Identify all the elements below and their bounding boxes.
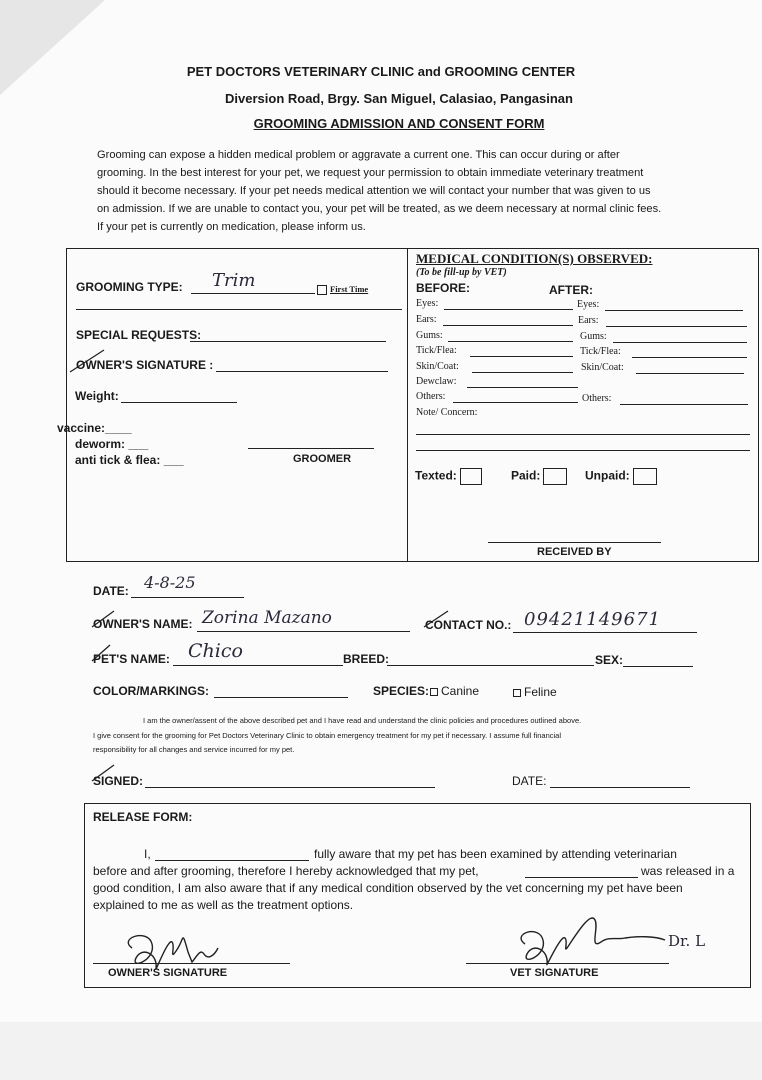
signed-label: SIGNED: xyxy=(93,774,144,788)
signed-line[interactable] xyxy=(145,787,435,788)
grooming-notes-line xyxy=(76,309,402,310)
pet-name-value[interactable]: Chico xyxy=(188,640,243,662)
contact-line xyxy=(513,632,697,633)
date-label: DATE: xyxy=(93,584,129,598)
checkbox-icon[interactable] xyxy=(317,285,327,295)
grooming-type-label: GROOMING TYPE: xyxy=(76,280,183,294)
owner-signature-line[interactable] xyxy=(216,371,388,372)
after-eyes-label: Eyes: xyxy=(577,299,600,310)
intro-line: If your pet is currently on medication, please inform us. xyxy=(97,221,366,233)
form-title: GROOMING ADMISSION AND CONSENT FORM xyxy=(253,116,545,131)
check-mark-icon xyxy=(68,346,108,376)
vet-signature-drawing xyxy=(505,910,675,974)
contact-label: CONTACT NO.: xyxy=(425,618,512,632)
date-line xyxy=(131,597,244,598)
first-time-checkbox[interactable] xyxy=(317,284,368,295)
release-line3: good condition, I am also aware that if any medical condition observed by the vet concerning my pet have been xyxy=(93,881,683,895)
release-name-line[interactable] xyxy=(155,860,309,861)
intro-line: should it become necessary. If your pet needs medical attention we will contact your number that was given to us xyxy=(97,185,651,197)
medical-subtitle: (To be fill-up by VET) xyxy=(416,267,507,278)
check-mark-icon xyxy=(90,642,112,664)
clinic-name: PET DOCTORS VETERINARY CLINIC and GROOMING CENTER xyxy=(186,64,576,79)
texted-checkbox[interactable] xyxy=(415,468,482,485)
release-i-label: I, xyxy=(144,847,151,861)
check-mark-icon xyxy=(90,762,116,784)
before-tickflea-line[interactable] xyxy=(470,356,573,357)
sex-line[interactable] xyxy=(623,666,693,667)
anti-tick-label: anti tick & flea: ___ xyxy=(75,453,184,467)
checkbox-icon[interactable] xyxy=(460,468,482,485)
grooming-medical-box xyxy=(66,248,759,562)
color-markings-line[interactable] xyxy=(214,697,348,698)
before-eyes-label: Eyes: xyxy=(416,298,439,309)
groomer-line[interactable] xyxy=(248,448,374,449)
box-divider xyxy=(407,248,408,561)
after-skincoat-line[interactable] xyxy=(636,373,744,374)
folded-corner xyxy=(0,0,105,95)
consent-line: responsibility for all changes and service incurred for my pet. xyxy=(93,745,295,754)
date-value[interactable]: 4-8-25 xyxy=(144,573,196,592)
received-by-line[interactable] xyxy=(488,542,661,543)
before-ears-label: Ears: xyxy=(416,314,437,325)
check-mark-icon xyxy=(422,608,450,630)
checkbox-icon[interactable] xyxy=(513,689,521,697)
first-time-label: First Time xyxy=(330,284,369,294)
special-requests-label: SPECIAL REQUESTS: xyxy=(76,328,202,342)
release-line4: explained to me as well as the treatment options. xyxy=(93,898,354,912)
deworm-label: deworm: ___ xyxy=(75,437,149,451)
medical-title: MEDICAL CONDITION(S) OBSERVED: xyxy=(416,251,653,266)
before-ears-line[interactable] xyxy=(443,325,573,326)
owner-name-value[interactable]: Zorina Mazano xyxy=(202,608,332,628)
owner-release-signature-line[interactable] xyxy=(93,963,290,964)
before-others-label: Others: xyxy=(416,391,446,402)
before-skincoat-label: Skin/Coat: xyxy=(416,361,459,372)
release-title: RELEASE FORM: xyxy=(93,810,193,824)
color-markings-label: COLOR/MARKINGS: xyxy=(93,684,209,698)
weight-line[interactable] xyxy=(121,402,237,403)
consent-line: I give consent for the grooming for Pet Doctors Veterinary Clinic to obtain emergency treatment for my pet if necessary. I assume full financial xyxy=(93,731,561,740)
clinic-address: Diversion Road, Brgy. San Miguel, Calasiao, Pangasinan xyxy=(225,91,573,106)
unpaid-checkbox[interactable] xyxy=(585,468,657,485)
owner-name-line xyxy=(197,631,410,632)
before-others-line[interactable] xyxy=(453,402,578,403)
checkbox-icon[interactable] xyxy=(633,468,657,485)
sex-label: SEX: xyxy=(595,653,624,667)
owner-signature-label: OWNER'S SIGNATURE : xyxy=(76,358,214,372)
release-line2-end: was released in a xyxy=(641,864,735,878)
contact-value[interactable]: 09421149671 xyxy=(524,609,661,630)
after-ears-label: Ears: xyxy=(578,315,599,326)
before-tickflea-label: Tick/Flea: xyxy=(416,345,457,356)
before-label: BEFORE: xyxy=(416,281,470,295)
weight-label: Weight: xyxy=(75,389,119,403)
release-line2-start: before and after grooming, therefore I hereby acknowledged that my pet, xyxy=(93,864,479,878)
before-dewclaw-label: Dewclaw: xyxy=(416,376,457,387)
after-gums-line[interactable] xyxy=(613,342,747,343)
owner-name-label: OWNER'S NAME: xyxy=(93,617,193,631)
vet-release-signature-label: VET SIGNATURE xyxy=(510,967,599,979)
vaccine-label: vaccine:____ xyxy=(57,421,132,435)
intro-line: grooming. In the best interest for your pet, we request your permission to obtain immediate veterinary treatment xyxy=(97,167,644,179)
vet-release-signature-line[interactable] xyxy=(466,963,669,964)
before-eyes-line[interactable] xyxy=(444,309,573,310)
received-by-label: RECEIVED BY xyxy=(537,546,612,558)
after-gums-label: Gums: xyxy=(580,331,607,342)
after-skincoat-label: Skin/Coat: xyxy=(581,362,624,373)
vet-handwritten-name: Dr. L xyxy=(668,932,706,950)
after-others-line[interactable] xyxy=(620,404,748,405)
release-line1: fully aware that my pet has been examined by attending veterinarian xyxy=(314,847,677,861)
species-label: SPECIES: xyxy=(373,684,430,698)
groomer-label: GROOMER xyxy=(293,453,352,465)
checkbox-icon[interactable] xyxy=(543,468,567,485)
release-pet-line[interactable] xyxy=(525,877,638,878)
before-gums-line[interactable] xyxy=(448,341,573,342)
pet-name-line xyxy=(173,665,343,666)
after-ears-line[interactable] xyxy=(606,326,747,327)
after-tickflea-label: Tick/Flea: xyxy=(580,346,621,357)
after-others-label: Others: xyxy=(582,393,612,404)
intro-line: Grooming can expose a hidden medical problem or aggravate a current one. This can occur during or after xyxy=(97,149,620,161)
unpaid-label: Unpaid: xyxy=(585,468,630,483)
texted-label: Texted: xyxy=(415,468,457,483)
before-skincoat-line[interactable] xyxy=(472,372,573,373)
after-tickflea-line[interactable] xyxy=(632,357,747,358)
paid-checkbox[interactable] xyxy=(511,468,567,485)
owner-release-signature-label: OWNER'S SIGNATURE xyxy=(108,967,228,979)
paid-label: Paid: xyxy=(511,468,541,483)
canine-option[interactable] xyxy=(430,684,479,698)
after-eyes-line[interactable] xyxy=(605,310,743,311)
note-line-2[interactable] xyxy=(416,450,750,451)
feline-label: Feline xyxy=(524,685,557,699)
canine-label: Canine xyxy=(441,684,480,698)
feline-option[interactable] xyxy=(513,685,557,699)
note-concern-label: Note/ Concern: xyxy=(416,407,478,418)
before-dewclaw-line[interactable] xyxy=(467,387,578,388)
consent-line: I am the owner/assent of the above described pet and I have read and understand the clinic policies and procedures outlined above. xyxy=(143,716,582,725)
signed-date-label: DATE: xyxy=(512,774,547,788)
checkbox-icon[interactable] xyxy=(430,688,438,696)
grooming-type-line xyxy=(191,293,315,294)
intro-line: on admission. If we are unable to contact you, your pet will be treated, as we deem necessary at normal clinic fees. xyxy=(97,203,662,215)
note-line-1[interactable] xyxy=(416,434,750,435)
special-requests-line[interactable] xyxy=(190,341,386,342)
intro-paragraph xyxy=(97,146,661,236)
signed-date-line[interactable] xyxy=(550,787,690,788)
before-gums-label: Gums: xyxy=(416,330,443,341)
after-label: AFTER: xyxy=(549,283,593,297)
check-mark-icon xyxy=(90,608,116,630)
breed-line[interactable] xyxy=(387,665,594,666)
breed-label: BREED: xyxy=(343,652,390,666)
grooming-type-value[interactable]: Trim xyxy=(212,270,256,291)
pet-name-label: PET'S NAME: xyxy=(93,652,170,666)
